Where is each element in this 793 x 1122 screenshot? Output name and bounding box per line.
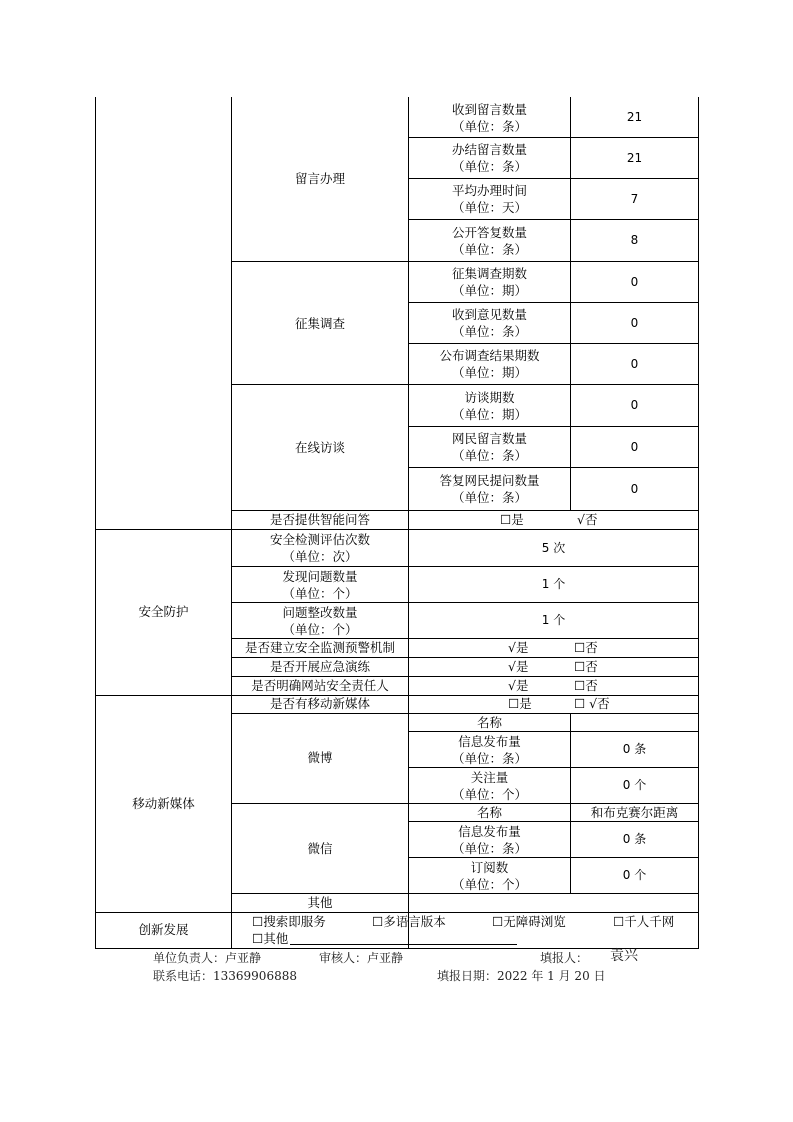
item-name: 安全检测评估次数 bbox=[269, 532, 370, 547]
item-unit: （单位：条） bbox=[451, 324, 527, 339]
item-name: 公布调查结果期数 bbox=[439, 348, 540, 363]
item-label bbox=[409, 138, 570, 178]
has-mobile-yes-checkbox[interactable]: ☐是 bbox=[508, 696, 532, 711]
item-label bbox=[409, 732, 570, 767]
reviewer: 审核人：卢亚静 bbox=[319, 951, 404, 965]
accessibility-checkbox[interactable]: ☐无障碍浏览 bbox=[492, 914, 566, 929]
wechat-label: 微信 bbox=[307, 841, 333, 856]
smart-qa-label: 是否提供智能问答 bbox=[269, 512, 370, 527]
item-value: 21 bbox=[626, 151, 643, 165]
mobile-other-label: 其他 bbox=[307, 895, 333, 910]
multilingual-checkbox[interactable]: ☐多语言版本 bbox=[372, 914, 446, 929]
smart-qa-yes-checkbox[interactable]: ☐是 bbox=[500, 512, 524, 527]
section-label: 安全防护 bbox=[138, 604, 189, 619]
item-name: 办结留言数量 bbox=[451, 142, 527, 157]
item-unit: （单位：条） bbox=[451, 118, 527, 134]
weibo-label: 微博 bbox=[307, 750, 333, 765]
item-unit: （单位：条） bbox=[451, 241, 527, 257]
item-value: 21 bbox=[626, 110, 643, 124]
item-unit: （单位：个） bbox=[282, 585, 358, 601]
item-value: 0 个 bbox=[622, 778, 647, 792]
weibo-name-label: 名称 bbox=[476, 715, 502, 730]
item-value: 0 个 bbox=[622, 868, 647, 882]
section-label: 征集调查 bbox=[294, 316, 345, 331]
responsible-yes-checkbox[interactable]: √是 bbox=[508, 678, 529, 693]
innovation-other-checkbox[interactable]: ☐其他 bbox=[252, 931, 289, 946]
item-value: 0 条 bbox=[622, 742, 647, 756]
item-label bbox=[409, 468, 570, 510]
item-unit: （单位：期） bbox=[451, 283, 527, 298]
item-name: 答复网民提问数量 bbox=[439, 473, 540, 488]
item-value: 1 个 bbox=[541, 577, 566, 591]
section-label: 创新发展 bbox=[138, 922, 189, 937]
item-unit: （单位：条） bbox=[451, 448, 527, 463]
section-label: 留言办理 bbox=[294, 171, 345, 186]
item-unit: （单位：期） bbox=[451, 406, 527, 422]
item-name: 征集调查期数 bbox=[451, 266, 527, 281]
item-name: 网民留言数量 bbox=[451, 431, 527, 446]
item-name: 信息发布量 bbox=[458, 823, 521, 839]
item-unit: （单位：条） bbox=[451, 840, 527, 856]
monitoring-no-checkbox[interactable]: ☐否 bbox=[574, 640, 598, 655]
item-label bbox=[232, 567, 408, 602]
drills-no-checkbox[interactable]: ☐否 bbox=[574, 659, 598, 674]
table-border-right bbox=[698, 97, 699, 949]
fill-date: 填报日期：2022 年 1 月 20 日 bbox=[437, 969, 606, 983]
monitoring-label: 是否建立安全监测预警机制 bbox=[244, 640, 395, 655]
item-unit: （单位：天） bbox=[451, 200, 527, 215]
item-name: 关注量 bbox=[470, 769, 509, 785]
other-underline bbox=[290, 944, 517, 945]
wechat-name-label: 名称 bbox=[476, 805, 502, 820]
responsible-label: 是否明确网站安全责任人 bbox=[251, 678, 389, 693]
item-value: 5 次 bbox=[541, 541, 566, 555]
item-name: 平均办理时间 bbox=[451, 183, 527, 198]
has-mobile-no-checkbox[interactable]: ☐ √否 bbox=[574, 696, 610, 711]
drills-yes-checkbox[interactable]: √是 bbox=[508, 659, 529, 674]
item-name: 公开答复数量 bbox=[451, 224, 527, 240]
item-label bbox=[409, 262, 570, 302]
item-value: 8 bbox=[630, 233, 639, 247]
item-label bbox=[409, 385, 570, 426]
filler-name: 袁兴 bbox=[610, 948, 638, 964]
section-label: 在线访谈 bbox=[294, 440, 345, 455]
item-name: 发现问题数量 bbox=[282, 568, 358, 584]
item-name: 订阅数 bbox=[470, 859, 509, 875]
item-value: 7 bbox=[630, 192, 639, 206]
item-label bbox=[409, 220, 570, 261]
section-label: 移动新媒体 bbox=[132, 796, 195, 811]
item-label bbox=[409, 427, 570, 467]
unit-head: 单位负责人：卢亚静 bbox=[153, 951, 262, 965]
item-label bbox=[409, 179, 570, 219]
item-value: 1 个 bbox=[541, 613, 566, 627]
filler-label: 填报人： bbox=[540, 951, 589, 965]
item-unit: （单位：条） bbox=[451, 490, 527, 505]
item-name: 收到意见数量 bbox=[451, 307, 527, 322]
phone: 联系电话：13369906888 bbox=[153, 969, 297, 983]
item-value: 0 bbox=[630, 357, 639, 371]
search-service-checkbox[interactable]: ☐搜索即服务 bbox=[252, 914, 326, 929]
item-value: 0 bbox=[630, 398, 639, 412]
item-label bbox=[409, 303, 570, 343]
item-label bbox=[409, 344, 570, 384]
item-unit: （单位：个） bbox=[451, 876, 527, 892]
item-label bbox=[232, 603, 408, 638]
item-value: 0 bbox=[630, 275, 639, 289]
item-unit: （单位：个） bbox=[282, 621, 358, 637]
item-unit: （单位：期） bbox=[451, 365, 527, 380]
item-name: 收到留言数量 bbox=[451, 101, 527, 117]
table-border-left bbox=[95, 97, 96, 949]
responsible-no-checkbox[interactable]: ☐否 bbox=[574, 678, 598, 693]
item-label bbox=[409, 858, 570, 893]
item-label bbox=[232, 530, 408, 566]
item-label bbox=[409, 768, 570, 803]
item-unit: （单位：条） bbox=[451, 159, 527, 174]
item-value: 0 条 bbox=[622, 832, 647, 846]
item-label bbox=[409, 822, 570, 857]
smart-qa-no-checkbox[interactable]: √否 bbox=[577, 512, 598, 527]
item-name: 问题整改数量 bbox=[282, 604, 358, 620]
item-unit: （单位：个） bbox=[451, 786, 527, 802]
wechat-name-value: 和布克赛尔距离 bbox=[590, 805, 679, 820]
item-value: 0 bbox=[630, 482, 639, 496]
item-name: 信息发布量 bbox=[458, 733, 521, 749]
personalized-checkbox[interactable]: ☐千人千网 bbox=[613, 914, 675, 929]
monitoring-yes-checkbox[interactable]: √是 bbox=[508, 640, 529, 655]
drills-label: 是否开展应急演练 bbox=[269, 659, 370, 674]
item-label bbox=[409, 98, 570, 137]
table-border-bottom bbox=[95, 948, 699, 949]
item-value: 0 bbox=[630, 316, 639, 330]
item-unit: （单位：条） bbox=[451, 750, 527, 766]
item-value: 0 bbox=[630, 440, 639, 454]
item-unit: （单位：次） bbox=[282, 549, 358, 564]
has-mobile-label: 是否有移动新媒体 bbox=[269, 696, 370, 711]
item-name: 访谈期数 bbox=[464, 389, 515, 405]
